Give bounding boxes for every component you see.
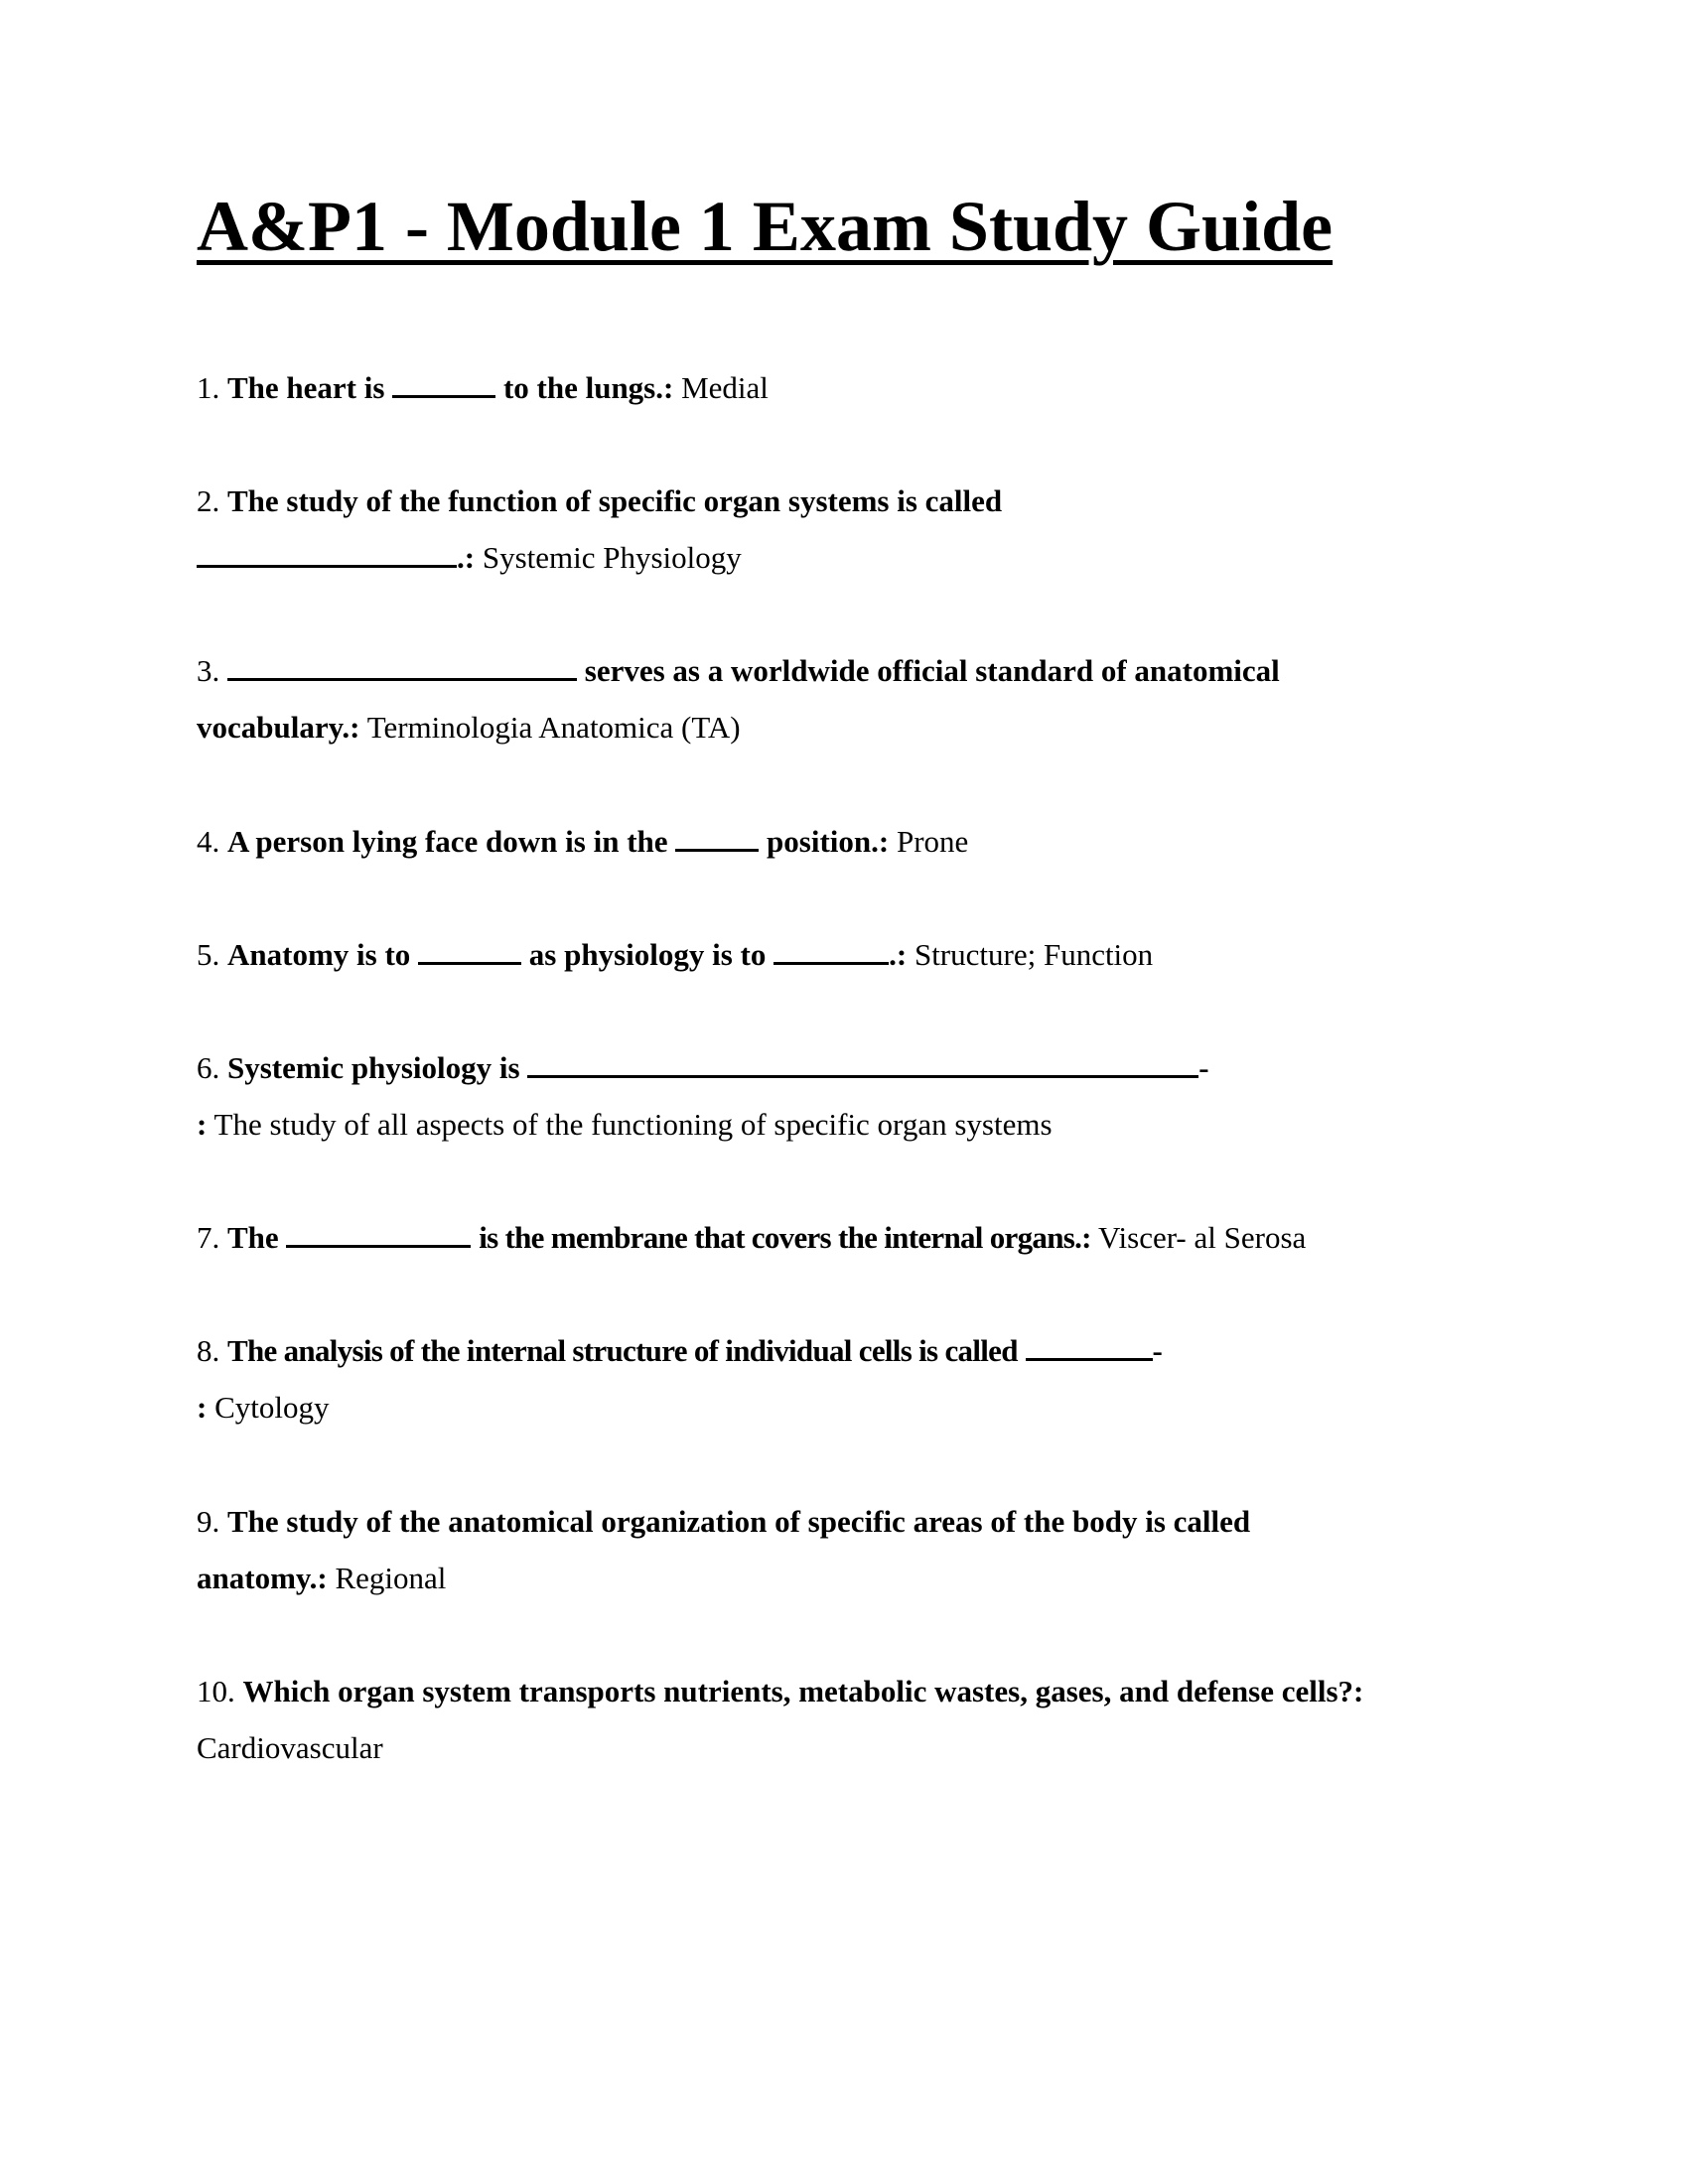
question-2 [197,473,1497,586]
question-text: Which organ system transports nutrients, metabolic wastes, gases, and defense cells?: [242,1674,1364,1708]
answer-text: Terminologia Anatomica (TA) [366,710,741,745]
question-text: anatomy.: [197,1561,328,1595]
answer-text: Cytology [214,1390,330,1425]
answer-text: Systemic Physiology [482,540,742,575]
answer-blank [675,823,759,852]
answer-text: Prone [896,824,969,859]
question-number: 9. [197,1504,220,1539]
question-number: 2. [197,483,220,518]
question-1 [197,359,1497,416]
answer-blank [286,1219,471,1248]
answer-text: Medial [681,370,769,405]
answer-blank [774,936,889,965]
answer-blank [527,1049,1198,1078]
question-number: 5. [197,937,220,972]
question-text: : [197,1107,208,1142]
question-text: to the lungs.: [502,370,674,405]
question-text: The study of the function of specific organ systems is called [227,483,1003,518]
answer-text: Regional [335,1561,447,1595]
question-text: A person lying face down is in the [227,824,668,859]
answer-blank [227,652,577,681]
question-text: The study of the anatomical organization of specific areas of the body is called [227,1504,1251,1539]
question-text: Systemic physiology is [227,1050,520,1085]
answer-text: Cardiovascular [197,1730,383,1765]
question-text: vocabulary.: [197,710,360,745]
question-4 [197,813,1497,870]
question-text: - [1152,1333,1163,1368]
answer-blank [197,539,457,568]
question-text: is the membrane that covers the internal organs.: [479,1220,1091,1255]
question-5 [197,926,1497,983]
answer-text: Structure; Function [914,937,1154,972]
question-9 [197,1493,1497,1606]
question-text: position.: [767,824,890,859]
question-number: 4. [197,824,220,859]
question-number: 3. [197,653,220,688]
question-number: 1. [197,370,220,405]
question-3 [197,642,1497,755]
question-text: as physiology is to [528,937,767,972]
question-8 [197,1322,1497,1435]
question-text: .: [889,937,908,972]
question-number: 8. [197,1333,220,1368]
question-7 [197,1209,1497,1266]
question-text: .: [457,540,476,575]
question-text: The analysis of the internal structure of individual cells is called [227,1333,1018,1368]
question-text: The heart is [227,370,385,405]
answer-text: The study of all aspects of the functioning of specific organ systems [213,1107,1053,1142]
page-title: A&P1 - Module 1 Exam Study Guide [197,187,1334,266]
answer-blank [418,936,521,965]
answer-blank [392,369,495,398]
question-number: 10. [197,1674,235,1708]
question-6 [197,1039,1497,1153]
question-text: : [197,1390,208,1425]
answer-text: Viscer- al Serosa [1098,1220,1307,1255]
question-text: - [1198,1050,1209,1085]
question-text: Anatomy is to [227,937,411,972]
question-text: The [227,1220,279,1255]
question-10 [197,1663,1497,1776]
answer-blank [1026,1332,1153,1361]
question-number: 7. [197,1220,220,1255]
question-number: 6. [197,1050,220,1085]
question-text: serves as a worldwide official standard of anatomical [584,653,1280,688]
